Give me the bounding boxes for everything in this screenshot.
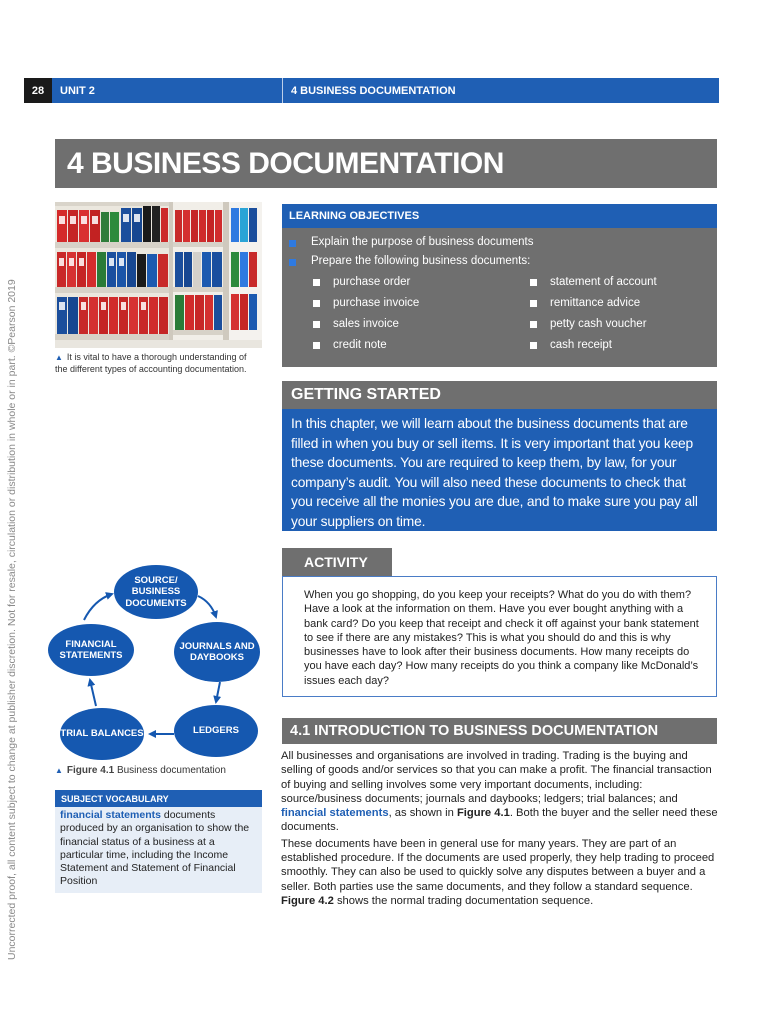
- square-bullet-icon: [313, 321, 320, 328]
- activity-text: When you go shopping, do you keep your receipts? What do you do with them? Have a look at the information on them. Have you ever bought anything with a bank card? Do you keep that receipt and check it off against your bank statement to see if there are any mistakes? This is what you should do and this is why businesses have to look after their business documents. How many receipts do you have each day? How many receipts do you think a company like McDonald’s issues each day?: [282, 576, 717, 697]
- photo-caption-text: It is vital to have a thorough understanding of the different types of accounting documentation.: [55, 352, 247, 374]
- vocabulary-definition: documents produced by an organisation to show the financial status of a business at a particular time, including the Income Statement and Statement of Financial Position: [60, 809, 250, 888]
- page-number: 28: [24, 78, 52, 103]
- copyright-side-note: Uncorrected proof, all content subject to change at publisher discretion. Not for resale, circulation or distribution in whole or in part. ©Pearson 2019: [6, 279, 18, 960]
- paragraph-text: . Both the buyer and the seller need these documents.: [281, 807, 718, 834]
- activity-heading: ACTIVITY: [282, 548, 392, 576]
- arrow-icon: [198, 596, 216, 617]
- document-label: petty cash voucher: [550, 318, 647, 330]
- paragraph-text: All businesses and organisations are involved in trading. Trading is the buying and selling of goods and/or services so that you can make a profit. The financial transaction of buying and selling involves some very important documents, including: source/business documents; journals and daybooks; ledgers; trial balances; and: [281, 750, 712, 805]
- node-financial-statements: FINANCIAL STATEMENTS: [48, 624, 134, 676]
- document-item: [530, 339, 612, 351]
- document-item: [530, 318, 647, 330]
- objective-item: Explain the purpose of business documents: [311, 236, 534, 248]
- binders-photo: [55, 202, 262, 348]
- binders-illustration: [55, 202, 262, 348]
- square-bullet-icon: [313, 279, 320, 286]
- caption-triangle-icon: ▲: [55, 353, 63, 362]
- chapter-title: 4 BUSINESS DOCUMENTATION: [55, 139, 717, 188]
- subject-vocabulary-box: [55, 807, 262, 893]
- paragraph-text: , as shown in: [388, 807, 457, 820]
- objective-item: Prepare the following business documents:: [311, 255, 531, 267]
- node-journals-daybooks: JOURNALS AND DAYBOOKS: [174, 622, 260, 682]
- learning-objectives-box: [282, 228, 717, 367]
- node-source-documents: SOURCE/ BUSINESS DOCUMENTS: [114, 565, 198, 619]
- getting-started-text: In this chapter, we will learn about the business documents that are filled in when you buy or sell items. It is very important that you keep these documents. You are required to keep them, by law, for your company’s audit. You will also need these documents to check that you receive all the monies you are due, and to make sure you pay all your suppliers on time.: [282, 409, 717, 531]
- square-bullet-icon: [530, 300, 537, 307]
- document-item: [313, 297, 419, 309]
- business-documentation-cycle-diagram: [46, 562, 276, 762]
- square-bullet-icon: [530, 321, 537, 328]
- objective-bullet-icon: [289, 240, 296, 247]
- arrow-icon: [84, 594, 112, 620]
- objective-bullet-icon: [289, 259, 296, 266]
- square-bullet-icon: [530, 342, 537, 349]
- page-header: [24, 78, 719, 103]
- unit-label: UNIT 2: [60, 84, 95, 97]
- document-label: purchase order: [333, 276, 411, 288]
- section-heading: 4.1 INTRODUCTION TO BUSINESS DOCUMENTATION: [282, 718, 717, 744]
- section-body: [281, 749, 721, 910]
- paragraph: [281, 749, 721, 835]
- caption-triangle-icon: ▲: [55, 766, 63, 775]
- document-item: [530, 276, 657, 288]
- document-label: statement of account: [550, 276, 657, 288]
- document-item: [313, 276, 410, 288]
- paragraph-text: These documents have been in general use for many years. They are part of an established procedure. If the documents are used properly, they help trading to proceed smoothly. They can also be used to quickly solve any disputes between a buyer and a seller. Both parties use the same documents, and they follow a standard sequence.: [281, 837, 715, 893]
- document-item: [313, 339, 387, 351]
- vocabulary-term: financial statements: [60, 809, 161, 821]
- square-bullet-icon: [313, 300, 320, 307]
- subject-vocabulary-heading: SUBJECT VOCABULARY: [55, 790, 262, 807]
- learning-objectives-heading: LEARNING OBJECTIVES: [282, 204, 717, 228]
- document-label: credit note: [333, 339, 387, 351]
- getting-started-heading: GETTING STARTED: [282, 381, 717, 409]
- figure-reference: Figure 4.1: [456, 807, 510, 820]
- node-trial-balances: TRIAL BALANCES: [60, 708, 144, 760]
- square-bullet-icon: [530, 279, 537, 286]
- figure-caption-text: Business documentation: [114, 765, 226, 776]
- document-label: purchase invoice: [333, 297, 420, 309]
- arrow-icon: [90, 680, 96, 706]
- photo-caption: [55, 352, 260, 375]
- header-divider: [282, 78, 283, 103]
- document-label: sales invoice: [333, 318, 399, 330]
- arrow-icon: [216, 682, 220, 702]
- figure-caption: [55, 764, 260, 777]
- paragraph-text: shows the normal trading documentation sequence.: [333, 894, 594, 907]
- paragraph: [281, 837, 721, 908]
- document-item: [313, 318, 399, 330]
- node-ledgers: LEDGERS: [174, 705, 258, 757]
- figure-label: Figure 4.1: [66, 765, 115, 776]
- figure-reference: Figure 4.2: [281, 894, 334, 907]
- document-item: [530, 297, 640, 309]
- running-chapter-title: 4 BUSINESS DOCUMENTATION: [291, 84, 456, 97]
- document-label: remittance advice: [550, 297, 641, 309]
- keyword-link: financial statements: [281, 807, 389, 820]
- square-bullet-icon: [313, 342, 320, 349]
- document-label: cash receipt: [550, 339, 613, 351]
